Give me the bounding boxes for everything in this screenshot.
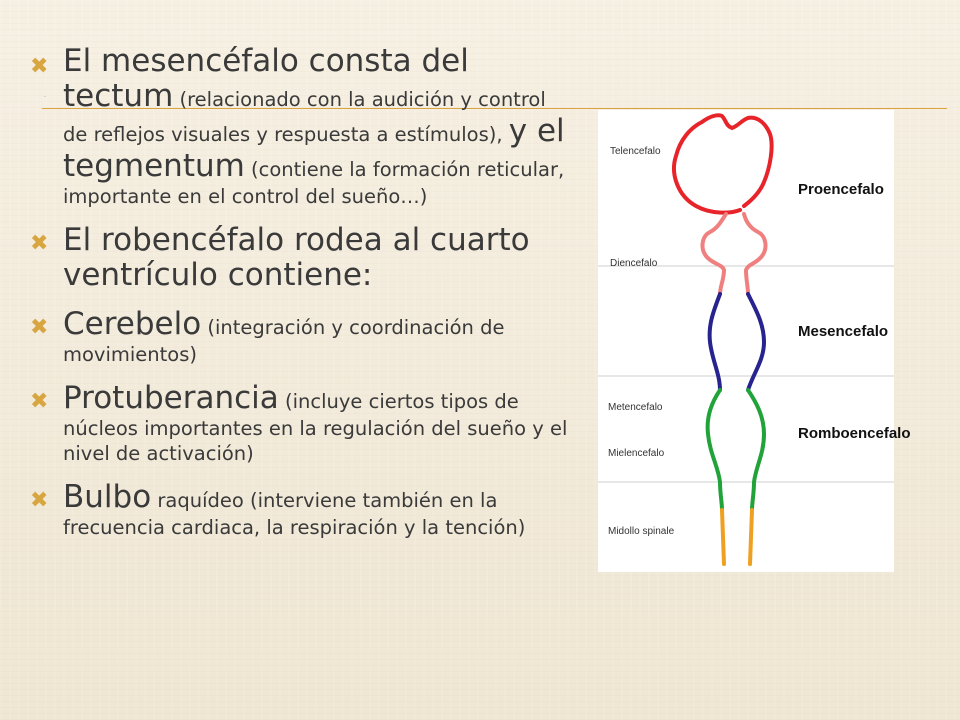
- spinal-cord-left: [722, 510, 724, 564]
- label-mesencefalo: Mesencefalo: [798, 323, 889, 340]
- tiny-mark: .: [44, 92, 46, 99]
- spinal-cord-right: [750, 510, 752, 564]
- label-diencefalo: Diencefalo: [610, 258, 658, 269]
- bullet-detail: (incluye ciertos tipos de núcleos importantes en la regulación del sueño y el nivel de activación): [63, 390, 568, 465]
- bullet-detail: (relacionado con la audición y control de reflejos visuales y respuesta a estímulos),: [63, 88, 546, 146]
- diencephalon-left: [703, 214, 726, 294]
- bullet-text: El mesencéfalo consta del: [63, 43, 469, 79]
- bullet-mesencefalo: [30, 44, 575, 209]
- bullet-term-tegmentum: y el tegmentum: [63, 113, 565, 184]
- bullet-cerebelo: [30, 307, 575, 367]
- bullet-term: Bulbo: [63, 479, 152, 515]
- bullet-text: El robencéfalo rodea al cuarto ventrículo contiene:: [63, 222, 530, 293]
- x-bullet-icon: ✖: [30, 54, 49, 79]
- label-midollo-spinale: Midollo spinale: [608, 526, 675, 537]
- label-metencefalo: Metencefalo: [608, 402, 663, 413]
- label-telencefalo: Telencefalo: [610, 146, 661, 157]
- bullet-term: Protuberancia: [63, 380, 279, 416]
- bullet-detail: (contiene la formación reticular, importante en el control del sueño…): [63, 158, 565, 208]
- x-bullet-icon: ✖: [30, 488, 49, 513]
- bullet-term-tectum: tectum: [63, 78, 174, 114]
- bullet-list: [30, 44, 575, 554]
- bullet-protuberancia: [30, 381, 575, 466]
- x-bullet-icon: ✖: [30, 389, 49, 414]
- x-bullet-icon: ✖: [30, 315, 49, 340]
- telencephalon-outline: [674, 115, 772, 212]
- bullet-term: Cerebelo: [63, 306, 202, 342]
- label-mielencefalo: Mielencefalo: [608, 448, 665, 459]
- rhombencephalon-left: [708, 390, 722, 510]
- label-proencefalo: Proencefalo: [798, 181, 884, 198]
- bullet-bulbo: [30, 480, 575, 540]
- bullet-robencefalo: [30, 223, 575, 293]
- x-bullet-icon: ✖: [30, 231, 49, 256]
- bullet-detail: (integración y coordinación de movimientos): [63, 316, 505, 366]
- label-romboencefalo: Romboencefalo: [798, 425, 911, 442]
- bullet-detail: raquídeo (interviene también en la frecuencia cardiaca, la respiración y la tención): [63, 489, 526, 539]
- rhombencephalon-right: [748, 390, 764, 510]
- brain-development-diagram: [598, 110, 911, 572]
- diencephalon-right: [744, 214, 765, 294]
